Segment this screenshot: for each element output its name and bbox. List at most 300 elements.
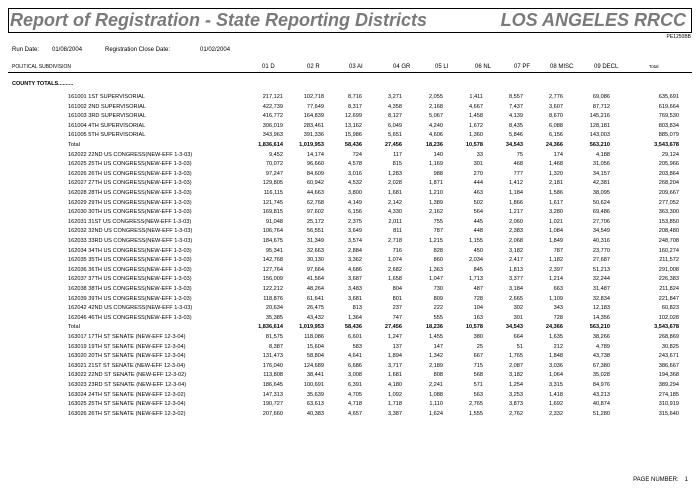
cell-05li: 1,455	[429, 334, 443, 340]
col-header-03ai: 03 AI	[349, 64, 363, 70]
cell-04gr: 811	[393, 228, 402, 235]
cell-08misc: 3,607	[549, 103, 563, 110]
cell-total: 226,383	[658, 276, 679, 283]
cell-03ai: 6,391	[348, 382, 362, 388]
cell-07pf: 2,087	[509, 362, 523, 369]
cell-04gr: 2,682	[388, 266, 402, 273]
cell-03ai: 2,375	[348, 218, 362, 225]
cell-03ai: 58,436	[344, 142, 362, 148]
cell-07pf: 3,253	[509, 391, 523, 398]
district-name: 162035 35TH US CONGRESS(NEW-EFF 1-3-03)	[68, 257, 192, 264]
cell-08misc: 24,366	[545, 142, 563, 148]
close-date-label: Registration Close Date:	[105, 47, 171, 53]
cell-01d: 142,768	[262, 257, 283, 264]
cell-total: 635,691	[658, 94, 679, 100]
cell-07pf: 2,417	[509, 257, 523, 264]
cell-08misc: 2,397	[549, 266, 563, 273]
cell-02r: 118,086	[304, 334, 324, 340]
table-row	[0, 343, 700, 352]
cell-07pf: 2,383	[509, 228, 523, 235]
cell-total: 885,079	[658, 132, 679, 139]
cell-03ai: 6,156	[348, 209, 362, 216]
cell-04gr: 8,127	[388, 113, 402, 120]
cell-08misc: 6,088	[549, 122, 563, 129]
cell-08misc: 787	[553, 247, 563, 254]
cell-09decl: 143,003	[589, 132, 610, 139]
district-name: 163020 20TH ST SENATE (NEW-EFF 12-3-04)	[68, 353, 186, 360]
cell-08misc: 343	[553, 305, 563, 312]
cell-03ai: 4,718	[348, 401, 362, 408]
cell-09decl: 69,086	[592, 94, 610, 100]
cell-09decl: 87,712	[592, 103, 610, 110]
col-header-05li: 05 LI	[435, 64, 449, 70]
cell-01d: 20,634	[265, 305, 283, 312]
district-name: 163023 23RD ST SENATE (NEW-EFF 12-3-04)	[68, 382, 187, 388]
cell-09decl: 35,028	[592, 372, 610, 379]
cell-05li: 1,110	[429, 401, 443, 408]
cell-06nl: 1,672	[469, 122, 483, 129]
cell-09decl: 84,976	[592, 382, 610, 388]
column-header-row	[8, 62, 692, 73]
cell-01d: 147,313	[262, 391, 283, 398]
cell-07pf: 468	[513, 161, 523, 168]
cell-09decl: 31,056	[592, 161, 610, 168]
cell-03ai: 6,686	[348, 362, 362, 369]
cell-01d: 416,772	[262, 113, 283, 120]
cell-06nl: 445	[473, 218, 483, 225]
cell-06nl: 450	[473, 247, 483, 254]
cell-08misc: 1,635	[549, 334, 563, 340]
cell-04gr: 804	[392, 286, 402, 292]
cell-05li: 5,067	[429, 113, 443, 120]
cell-01d: 343,963	[262, 132, 283, 139]
table-row	[0, 122, 700, 131]
cell-07pf: 7,437	[509, 103, 523, 110]
cell-01d: 184,675	[262, 238, 283, 244]
cell-06nl: 667	[473, 353, 483, 360]
table-row	[0, 170, 700, 179]
cell-07pf: 1,765	[509, 353, 523, 360]
cell-05li: 140	[433, 151, 443, 158]
district-name: 162036 36TH US CONGRESS(NEW-EFF 1-3-03)	[68, 266, 192, 273]
cell-total: 803,834	[658, 122, 679, 129]
col-header-07pf: 07 PF	[514, 64, 531, 70]
cell-total: 203,864	[658, 170, 679, 177]
cell-08misc: 1,468	[549, 161, 563, 168]
cell-05li: 2,189	[429, 362, 443, 369]
table-row	[0, 371, 700, 380]
cell-01d: 1,836,614	[258, 324, 283, 331]
cell-09decl: 40,874	[592, 401, 610, 408]
cell-01d: 70,072	[265, 161, 283, 168]
cell-03ai: 8,716	[348, 94, 362, 100]
cell-08misc: 1,064	[549, 372, 563, 379]
cell-04gr: 2,142	[388, 199, 402, 206]
cell-05li: 988	[433, 170, 443, 177]
cell-total: 243,671	[658, 353, 679, 360]
cell-04gr: 2,028	[388, 180, 402, 187]
cell-02r: 56,551	[306, 228, 324, 235]
cell-06nl: 444	[473, 180, 483, 187]
district-name: 163026 26TH ST SENATE (NEW-EFF 12-3-02)	[68, 410, 186, 417]
cell-04gr: 1,894	[388, 353, 402, 360]
cell-09decl: 42,381	[592, 180, 610, 187]
cell-05li: 828	[433, 247, 443, 254]
district-name: 161003 3RD SUPERVISORIAL	[68, 113, 146, 120]
cell-05li: 222	[433, 305, 443, 312]
cell-09decl: 31,487	[592, 286, 610, 292]
cell-03ai: 12,699	[344, 113, 362, 120]
cell-01d: 422,739	[262, 103, 283, 110]
cell-02r: 44,663	[306, 190, 324, 196]
total-label: Total	[68, 324, 80, 331]
cell-03ai: 2,884	[348, 247, 362, 254]
cell-05li: 147	[433, 343, 443, 350]
cell-02r: 77,649	[306, 103, 324, 110]
cell-02r: 38,441	[306, 372, 324, 379]
cell-04gr: 1,283	[388, 170, 402, 177]
cell-05li: 1,624	[429, 410, 443, 417]
district-name: 162026 26TH US CONGRESS(NEW-EFF 1-3-03)	[68, 170, 192, 177]
cell-04gr: 1,247	[388, 334, 402, 340]
run-date-label: Run Date:	[12, 47, 40, 53]
cell-07pf: 1,813	[509, 266, 523, 273]
cell-02r: 32,663	[306, 247, 324, 254]
organization-name: LOS ANGELES RRCC	[500, 10, 686, 30]
cell-total: 386,667	[658, 362, 679, 369]
cell-07pf: 3,377	[509, 276, 523, 283]
cell-08misc: 663	[553, 286, 563, 292]
cell-09decl: 43,738	[592, 353, 610, 360]
district-name: 162028 28TH US CONGRESS(NEW-EFF 1-3-03)	[68, 190, 192, 196]
table-row	[0, 275, 700, 284]
cell-total: 3,543,678	[654, 324, 679, 331]
cell-06nl: 502	[473, 199, 483, 206]
cell-08misc: 1,849	[549, 238, 563, 244]
cell-03ai: 4,149	[348, 199, 362, 206]
cell-total: 769,530	[658, 113, 679, 120]
cell-05li: 2,162	[429, 209, 443, 216]
cell-05li: 18,236	[425, 142, 443, 148]
cell-03ai: 6,601	[348, 334, 362, 340]
district-name: 162030 30TH US CONGRESS(NEW-EFF 1-3-03)	[68, 209, 192, 216]
table-row	[0, 381, 700, 390]
cell-05li: 18,236	[425, 324, 443, 331]
cell-06nl: 1,458	[469, 113, 483, 120]
cell-07pf: 302	[513, 305, 523, 312]
cell-02r: 41,564	[306, 276, 324, 283]
cell-total: 208,480	[658, 228, 679, 235]
cell-04gr: 1,658	[388, 276, 402, 283]
cell-09decl: 563,210	[589, 324, 610, 331]
cell-06nl: 463	[473, 190, 483, 196]
cell-06nl: 1,411	[469, 94, 483, 100]
cell-07pf: 1,866	[509, 199, 523, 206]
cell-06nl: 10,578	[465, 142, 483, 148]
cell-total: 315,640	[658, 410, 679, 417]
table-total-row	[0, 141, 700, 150]
cell-06nl: 301	[473, 161, 483, 168]
cell-03ai: 3,016	[348, 170, 362, 177]
cell-09decl: 14,356	[592, 314, 610, 321]
cell-07pf: 2,068	[509, 238, 523, 244]
cell-08misc: 2,181	[549, 180, 563, 187]
cell-05li: 1,363	[429, 266, 443, 273]
cell-06nl: 571	[473, 382, 483, 388]
cell-01d: 1,836,614	[258, 142, 283, 148]
cell-03ai: 583	[352, 343, 362, 350]
county-totals-label: COUNTY TOTALS..........	[12, 81, 74, 87]
district-name: 162039 39TH US CONGRESS(NEW-EFF 1-3-03)	[68, 295, 192, 302]
cell-03ai: 724	[352, 151, 362, 158]
report-title: Report of Registration - State Reporting Districts	[10, 10, 428, 30]
cell-total: 211,824	[659, 286, 679, 292]
cell-02r: 31,349	[306, 238, 324, 244]
cell-02r: 96,660	[306, 161, 324, 168]
cell-07pf: 1,254	[509, 382, 523, 388]
table-row	[0, 333, 700, 342]
table-row	[0, 362, 700, 371]
page-footer	[633, 476, 688, 484]
cell-07pf: 51	[516, 343, 523, 350]
cell-06nl: 487	[473, 286, 483, 292]
cell-02r: 43,432	[306, 314, 324, 321]
cell-09decl: 69,486	[592, 209, 610, 216]
cell-03ai: 4,578	[348, 161, 362, 168]
cell-04gr: 3,717	[388, 362, 402, 369]
cell-06nl: 1,155	[469, 238, 483, 244]
table-row	[0, 295, 700, 304]
cell-07pf: 664	[513, 334, 523, 340]
cell-02r: 58,804	[306, 353, 324, 360]
cell-06nl: 568	[473, 372, 483, 379]
cell-05li: 808	[433, 372, 443, 379]
cell-07pf: 301	[513, 314, 523, 321]
cell-02r: 102,718	[303, 94, 324, 100]
district-name: 161001 1ST SUPERVISORIAL	[68, 94, 145, 100]
cell-07pf: 2,762	[509, 410, 523, 417]
cell-01d: 106,764	[262, 228, 283, 235]
cell-01d: 35,385	[265, 314, 283, 321]
district-name: 162033 33RD US CONGRESS(NEW-EFF 1-3-03)	[68, 238, 193, 244]
cell-07pf: 8,435	[509, 122, 523, 129]
cell-05li: 1,215	[429, 238, 443, 244]
cell-08misc: 3,315	[549, 382, 563, 388]
table-row	[0, 93, 700, 102]
cell-05li: 1,342	[429, 353, 443, 360]
cell-03ai: 3,008	[348, 372, 362, 379]
cell-09decl: 40,316	[592, 238, 610, 244]
run-date-value: 01/08/2004	[52, 47, 83, 53]
col-header-09decl: 09 DECL	[594, 64, 619, 70]
cell-06nl: 25	[476, 343, 483, 350]
district-name: 163021 21ST ST SENATE (NEW-EFF 12-3-04)	[68, 362, 186, 369]
district-name: 162046 46TH US CONGRESS(NEW-EFF 1-3-03)	[68, 314, 192, 321]
cell-01d: 190,727	[262, 401, 283, 408]
cell-02r: 14,174	[306, 151, 324, 158]
cell-01d: 122,212	[262, 286, 283, 292]
cell-04gr: 1,681	[388, 372, 402, 379]
cell-03ai: 4,657	[348, 410, 362, 417]
cell-06nl: 2,034	[469, 257, 483, 264]
cell-03ai: 3,800	[348, 190, 362, 196]
cell-02r: 48,264	[306, 286, 324, 292]
cell-01d: 217,121	[262, 94, 283, 100]
cell-04gr: 1,074	[388, 257, 402, 264]
cell-01d: 169,815	[262, 209, 283, 216]
cell-08misc: 1,418	[549, 391, 563, 398]
cell-03ai: 3,574	[348, 238, 362, 244]
cell-04gr: 716	[392, 247, 402, 254]
table-row	[0, 189, 700, 198]
cell-total: 205,966	[658, 161, 679, 168]
cell-02r: 84,609	[306, 170, 324, 177]
table-row	[0, 160, 700, 169]
table-row	[0, 237, 700, 246]
cell-03ai: 4,686	[348, 266, 362, 273]
cell-09decl: 50,624	[592, 199, 610, 206]
cell-01d: 9,452	[269, 151, 283, 158]
cell-08misc: 24,366	[545, 324, 563, 331]
cell-05li: 2,168	[429, 103, 443, 110]
table-row	[0, 285, 700, 294]
cell-01d: 81,575	[265, 334, 283, 340]
cell-01d: 186,645	[262, 382, 283, 388]
cell-02r: 35,639	[306, 391, 324, 398]
cell-total: 102,028	[658, 314, 679, 321]
cell-01d: 116,115	[263, 190, 283, 196]
table-total-row	[0, 323, 700, 332]
cell-09decl: 34,549	[592, 228, 610, 235]
cell-01d: 118,876	[263, 295, 283, 302]
cell-09decl: 4,188	[596, 151, 610, 158]
district-name: 161004 4TH SUPERVISORIAL	[68, 122, 146, 129]
cell-06nl: 380	[473, 334, 483, 340]
cell-09decl: 145,216	[589, 113, 610, 120]
cell-03ai: 15,986	[344, 132, 362, 139]
cell-02r: 60,942	[306, 180, 324, 187]
district-name: 162025 25TH US CONGRESS(NEW-EFF 1-3-03)	[68, 161, 192, 168]
cell-01d: 131,473	[262, 353, 283, 360]
cell-08misc: 1,848	[549, 353, 563, 360]
cell-04gr: 27,456	[384, 324, 402, 331]
cell-07pf: 3,182	[509, 247, 523, 254]
cell-03ai: 3,681	[348, 295, 362, 302]
cell-09decl: 51,213	[592, 266, 610, 273]
cell-08misc: 174	[553, 151, 563, 158]
cell-07pf: 34,543	[505, 142, 523, 148]
district-name: 162034 34TH US CONGRESS(NEW-EFF 1-3-03)	[68, 247, 192, 254]
close-date-value: 01/02/2004	[200, 47, 231, 53]
cell-04gr: 4,358	[388, 103, 402, 110]
cell-02r: 62,768	[306, 199, 324, 206]
district-name: 161005 5TH SUPERVISORIAL	[68, 132, 146, 139]
cell-04gr: 27,456	[384, 142, 402, 148]
cell-05li: 755	[433, 218, 443, 225]
table-row	[0, 400, 700, 409]
col-header-06nl: 06 NL	[475, 64, 492, 70]
district-name: 162032 32ND US CONGRESS(NEW-EFF 1-3-03)	[68, 228, 193, 235]
cell-03ai: 13,162	[344, 122, 362, 129]
cell-06nl: 1,555	[469, 410, 483, 417]
cell-05li: 860	[433, 257, 443, 264]
cell-07pf: 2,060	[509, 218, 523, 225]
cell-08misc: 1,692	[549, 401, 563, 408]
cell-07pf: 8,557	[509, 94, 523, 100]
cell-05li: 1,871	[429, 180, 443, 187]
cell-09decl: 27,687	[592, 257, 610, 264]
cell-08misc: 1,021	[549, 218, 563, 225]
cell-03ai: 3,483	[348, 286, 362, 292]
cell-02r: 124,689	[303, 362, 324, 369]
cell-09decl: 38,266	[592, 334, 610, 340]
cell-05li: 787	[433, 228, 443, 235]
cell-08misc: 8,670	[549, 113, 563, 120]
cell-09decl: 4,789	[596, 343, 610, 350]
cell-08misc: 1,320	[549, 170, 563, 177]
col-header-01d: 01 D	[262, 64, 275, 70]
cell-02r: 25,172	[306, 218, 324, 225]
col-header-04gr: 04 GR	[393, 64, 411, 70]
cell-06nl: 33	[476, 151, 483, 158]
district-name: 162031 31ST US CONGRESS(NEW-EFF 1-3-03)	[68, 218, 192, 225]
cell-07pf: 1,184	[509, 190, 523, 196]
cell-08misc: 1,214	[549, 276, 563, 283]
table-row	[0, 112, 700, 121]
cell-08misc: 2,776	[549, 94, 563, 100]
district-name: 163025 25TH ST SENATE (NEW-EFF 12-3-04)	[68, 401, 186, 408]
cell-02r: 97,664	[306, 266, 324, 273]
cell-total: 619,664	[658, 103, 679, 110]
cell-08misc: 6,156	[549, 132, 563, 139]
cell-01d: 8,387	[269, 343, 283, 350]
table-row	[0, 391, 700, 400]
cell-05li: 809	[433, 295, 443, 302]
district-name: 162042 42ND US CONGRESS(NEW-EFF 1-3-03)	[68, 305, 193, 312]
table-row	[0, 314, 700, 323]
table-row	[0, 131, 700, 140]
cell-04gr: 2,718	[388, 238, 402, 244]
cell-04gr: 1,681	[388, 190, 402, 196]
cell-total: 363,300	[658, 209, 679, 216]
cell-02r: 164,839	[303, 113, 324, 120]
cell-09decl: 51,280	[592, 410, 610, 417]
cell-04gr: 801	[392, 295, 402, 302]
cell-08misc: 1,182	[549, 257, 563, 264]
district-name: 162022 22ND US CONGRESS(NEW-EFF 1-3-03)	[68, 151, 193, 158]
cell-09decl: 32,834	[592, 295, 610, 302]
cell-07pf: 1,412	[509, 180, 523, 187]
cell-03ai: 4,705	[348, 391, 362, 398]
cell-total: 268,869	[658, 334, 679, 340]
cell-07pf: 3,184	[509, 286, 523, 292]
cell-09decl: 128,181	[589, 122, 610, 129]
cell-04gr: 4,180	[388, 382, 402, 388]
cell-06nl: 10,578	[465, 324, 483, 331]
cell-01d: 156,009	[262, 276, 283, 283]
cell-total: 268,204	[658, 180, 679, 187]
cell-09decl: 23,770	[592, 247, 610, 254]
cell-06nl: 715	[473, 362, 483, 369]
cell-total: 211,572	[659, 257, 679, 264]
cell-01d: 127,764	[262, 266, 283, 273]
report-id: PE1250BB	[666, 34, 691, 40]
col-header-total: Total	[649, 64, 659, 69]
district-name: 162027 27TH US CONGRESS(NEW-EFF 1-3-03)	[68, 180, 192, 187]
cell-06nl: 845	[473, 266, 483, 273]
table-row	[0, 304, 700, 313]
cell-08misc: 728	[553, 314, 563, 321]
